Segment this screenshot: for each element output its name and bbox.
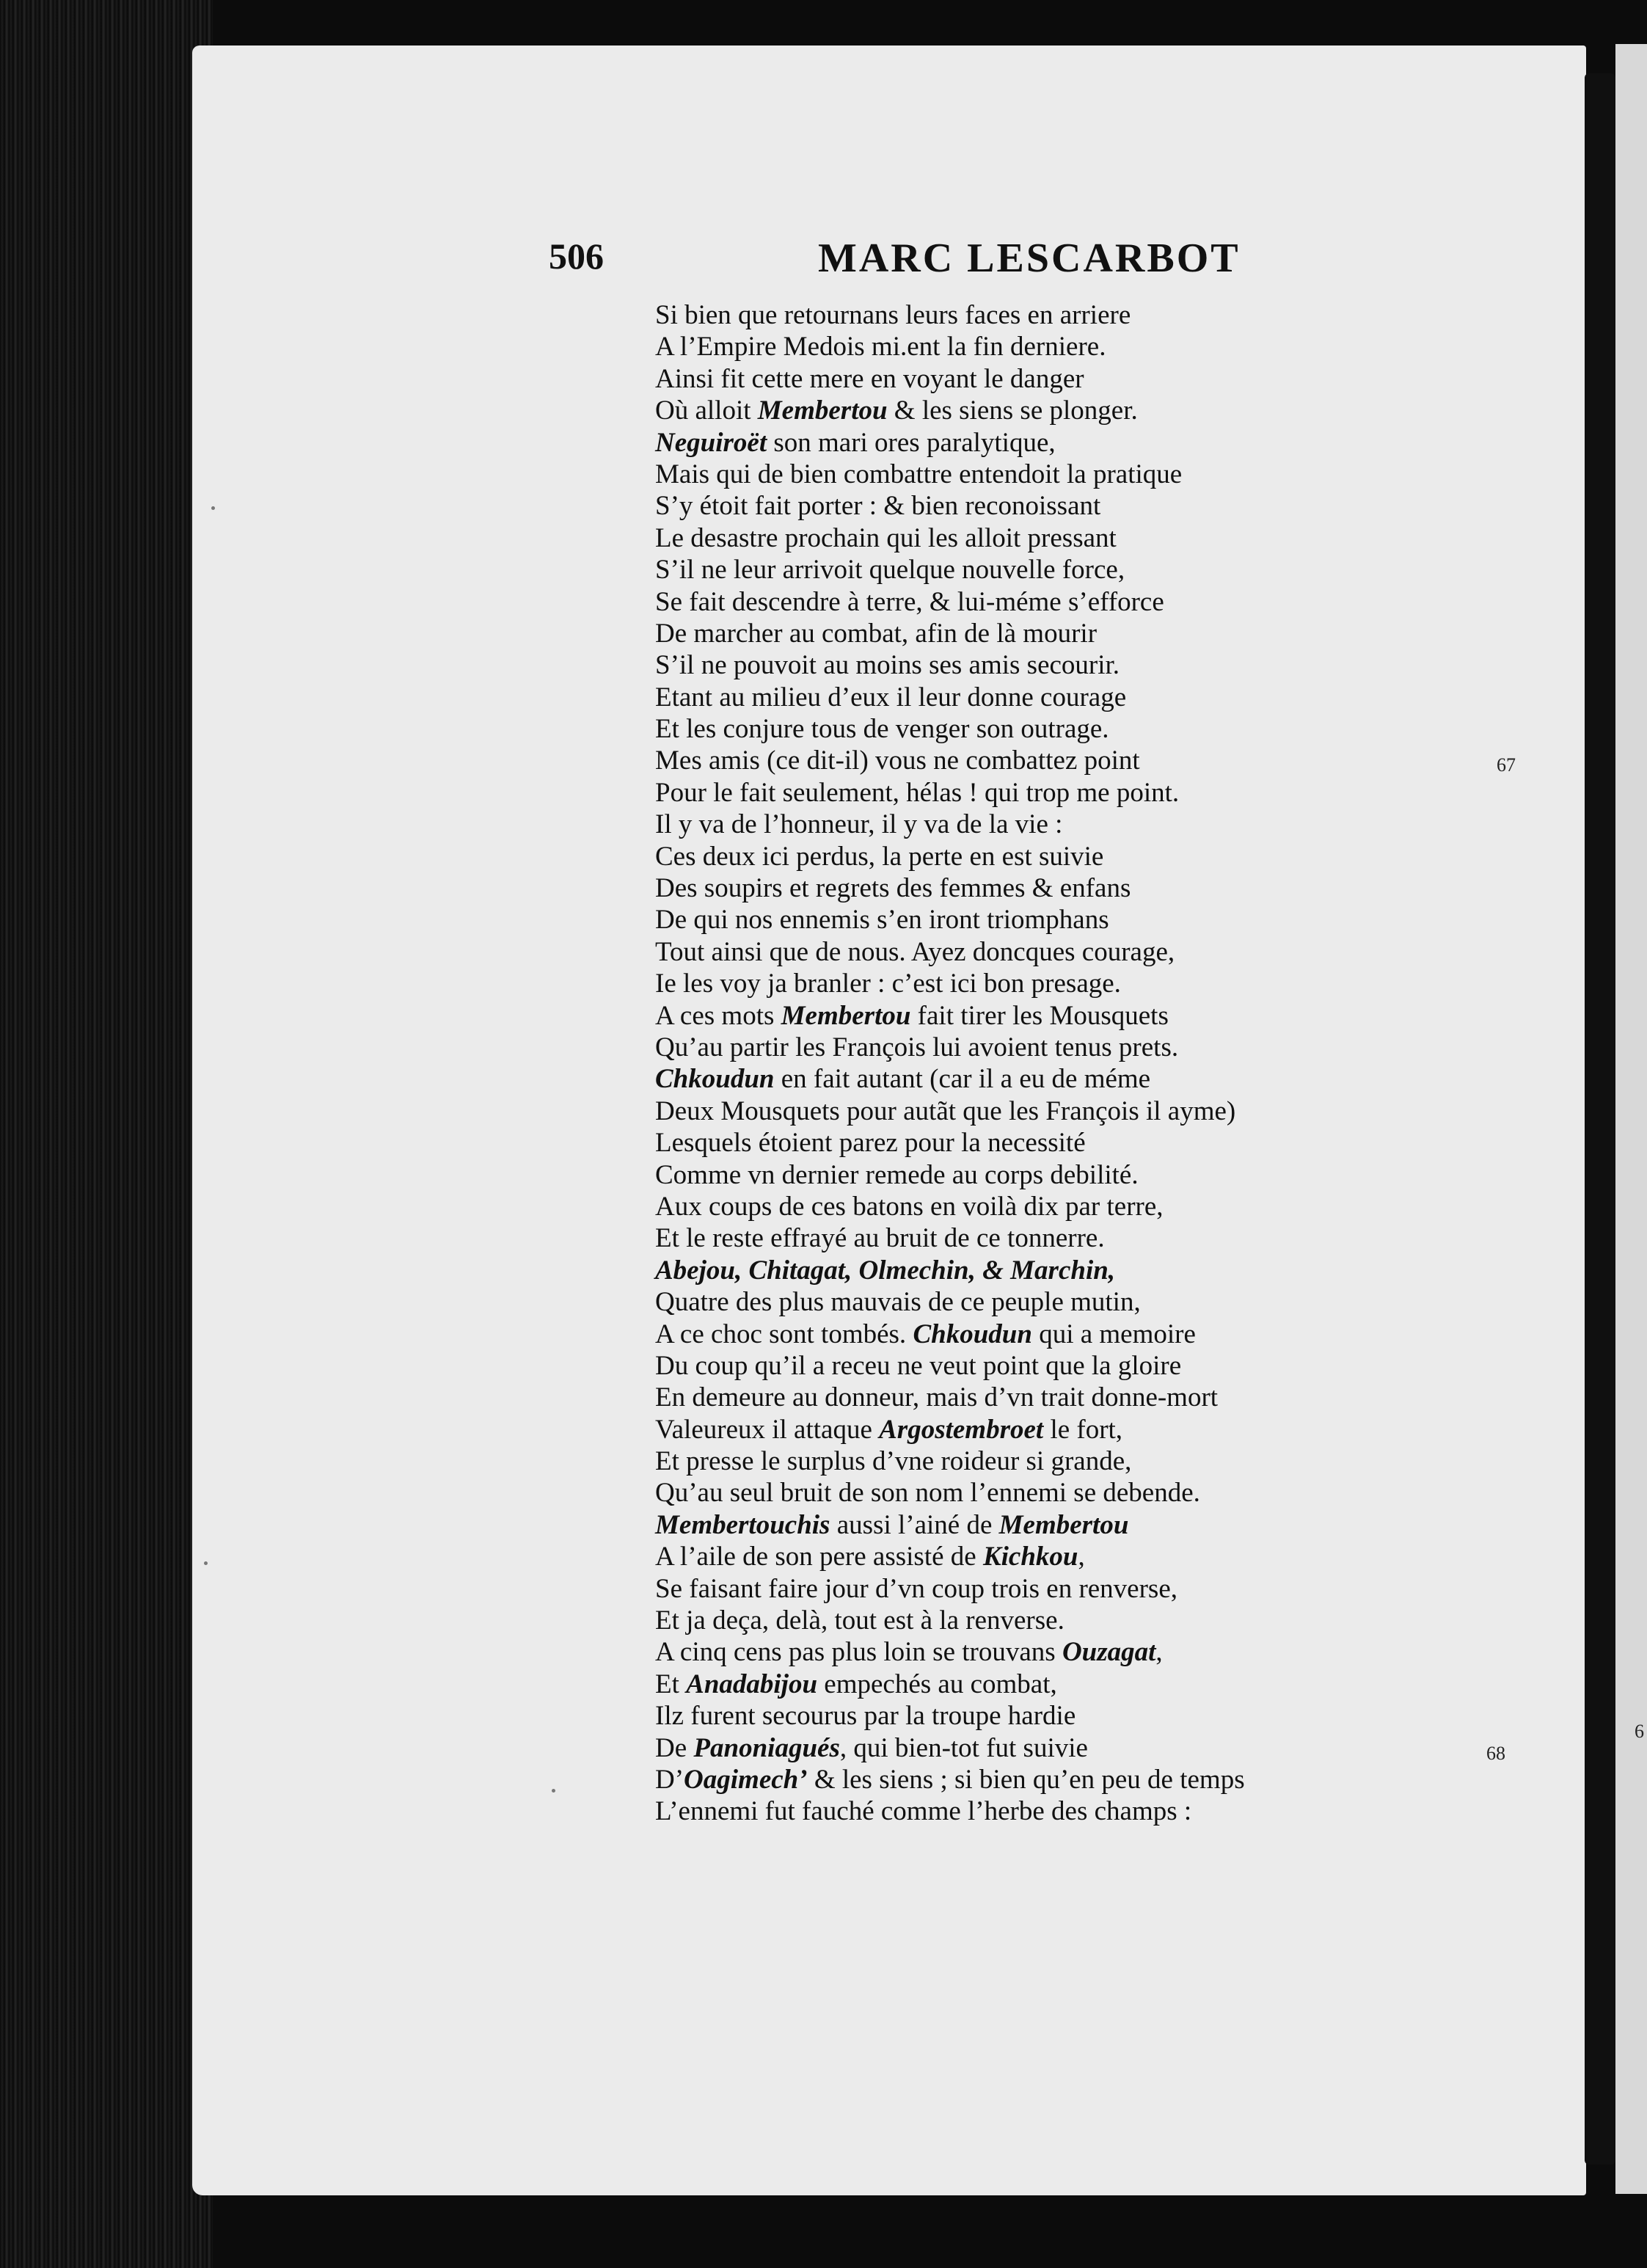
line-text: Si bien que retournans leurs faces en arriere <box>655 300 1131 330</box>
line-text: fait tirer les Mousquets <box>910 1000 1169 1031</box>
poem-line <box>655 1795 1403 1827</box>
line-text: Et les conjure tous de venger son outrage. <box>655 714 1109 745</box>
line-text: De <box>655 1732 694 1763</box>
line-text: Ie les voy ja branler : c’est ici bon presage. <box>655 969 1121 999</box>
italic-name: Neguiroët <box>655 427 767 458</box>
italic-name: Ouzagat <box>1062 1637 1156 1668</box>
line-text: en fait autant (car il a eu de méme <box>774 1064 1151 1095</box>
poem-line <box>655 490 1403 522</box>
italic-name: Chkoudun <box>655 1064 775 1095</box>
poem-line <box>655 427 1403 459</box>
italic-name: Membertou <box>998 1509 1129 1540</box>
page-speck <box>204 1561 208 1565</box>
page-speck <box>211 506 215 510</box>
poem-line <box>655 713 1403 745</box>
poem-line <box>655 554 1403 586</box>
italic-name: Chkoudun <box>913 1319 1032 1349</box>
italic-name: Argostembroet <box>879 1414 1044 1445</box>
italic-name: Panoniagués <box>693 1732 840 1763</box>
poem-line <box>655 1095 1403 1127</box>
facing-page-edge <box>1615 44 1647 2194</box>
poem-line <box>655 872 1403 904</box>
line-text: Mais qui de bien combattre entendoit la pratique <box>655 459 1183 489</box>
poem-line <box>655 1319 1403 1350</box>
line-text: , <box>1155 1637 1163 1668</box>
poem-line <box>655 649 1403 681</box>
line-text: qui a memoire <box>1031 1319 1196 1349</box>
line-text: Ilz furent secourus par la troupe hardie <box>655 1701 1076 1732</box>
line-text: Qu’au seul bruit de son nom l’ennemi se debende. <box>655 1478 1200 1509</box>
line-text: S’il ne pouvoit au moins ses amis secourir. <box>655 650 1120 681</box>
line-text: D’ <box>655 1764 684 1795</box>
line-text: , qui bien-tot fut suivie <box>839 1732 1088 1763</box>
poem-line <box>655 1286 1403 1318</box>
italic-name: Membertou <box>757 395 888 426</box>
line-text: A l’aile de son pere assisté de <box>655 1542 983 1572</box>
line-text: A ces mots <box>655 1000 781 1031</box>
italic-name: Abejou, Chitagat, Olmechin, & Marchin, <box>655 1255 1116 1286</box>
page-header <box>0 235 1647 293</box>
line-text: Ces deux ici perdus, la perte en est suivie <box>655 841 1104 872</box>
page-speck <box>552 1789 555 1793</box>
poem-line <box>655 363 1403 395</box>
poem-line <box>655 968 1403 999</box>
poem-line <box>655 1445 1403 1477</box>
poem-line <box>655 1222 1403 1254</box>
italic-name: Oagimech’ <box>684 1764 808 1795</box>
line-text: Et <box>655 1669 687 1699</box>
poem-line <box>655 618 1403 649</box>
poem-line <box>655 1732 1403 1764</box>
line-text: Des soupirs et regrets des femmes & enfans <box>655 873 1131 904</box>
line-text: L’ennemi fut fauché comme l’herbe des champs : <box>655 1796 1192 1827</box>
poem-line <box>655 1541 1403 1572</box>
margin-line-number: 67 <box>1497 754 1516 776</box>
line-text: Se fait descendre à terre, & lui-méme s’efforce <box>655 586 1164 617</box>
facing-page-margin-number: 6 <box>1635 1721 1644 1742</box>
poem-line <box>655 1127 1403 1159</box>
poem-line <box>655 1669 1403 1700</box>
line-text: & les siens se plonger. <box>887 395 1138 426</box>
poem-line <box>655 1573 1403 1605</box>
poem-line <box>655 904 1403 936</box>
line-text: Tout ainsi que de nous. Ayez doncques courage, <box>655 936 1175 967</box>
line-text: Du coup qu’il a receu ne veut point que la gloire <box>655 1350 1182 1381</box>
line-text: le fort, <box>1043 1414 1123 1445</box>
poem-line <box>655 299 1403 331</box>
running-head: MARC LESCARBOT <box>818 236 1241 281</box>
line-text: Il y va de l’honneur, il y va de la vie : <box>655 809 1063 840</box>
italic-name: Membertouchis <box>655 1509 830 1540</box>
line-text: Le desastre prochain qui les alloit pressant <box>655 522 1117 553</box>
poem-line <box>655 936 1403 968</box>
poem-line <box>655 777 1403 809</box>
line-text: Etant au milieu d’eux il leur donne courage <box>655 682 1127 712</box>
poem-line <box>655 1414 1403 1445</box>
poem-text <box>655 299 1403 1828</box>
line-text: Ainsi fit cette mere en voyant le danger <box>655 363 1084 394</box>
line-text: Et presse le surplus d’vne roideur si grande, <box>655 1446 1132 1477</box>
poem-line <box>655 1700 1403 1732</box>
poem-line <box>655 1350 1403 1382</box>
line-text: Et le reste effrayé au bruit de ce tonnerre. <box>655 1223 1105 1254</box>
line-text: Aux coups de ces batons en voilà dix par terre, <box>655 1191 1164 1222</box>
line-text: A ce choc sont tombés. <box>655 1319 913 1349</box>
line-text: De marcher au combat, afin de là mourir <box>655 618 1098 649</box>
line-text: En demeure au donneur, mais d’vn trait donne-mort <box>655 1382 1219 1413</box>
poem-line <box>655 1255 1403 1286</box>
line-text: De qui nos ennemis s’en iront triomphans <box>655 905 1109 936</box>
poem-line <box>655 459 1403 490</box>
poem-line <box>655 1032 1403 1063</box>
poem-line <box>655 1605 1403 1636</box>
line-text: & les siens ; si bien qu’en peu de temps <box>807 1764 1245 1795</box>
italic-name: Kichkou <box>982 1542 1078 1572</box>
line-text: Quatre des plus mauvais de ce peuple mutin, <box>655 1287 1141 1318</box>
line-text: S’il ne leur arrivoit quelque nouvelle force, <box>655 555 1125 586</box>
line-text: Valeureux il attaque <box>655 1414 880 1445</box>
line-text: Deux Mousquets pour autãt que les François il ayme) <box>655 1095 1236 1126</box>
line-text: Pour le fait seulement, hélas ! qui trop me point. <box>655 777 1180 808</box>
line-text: aussi l’ainé de <box>830 1509 999 1540</box>
line-text: son mari ores paralytique, <box>767 427 1056 458</box>
poem-line <box>655 1636 1403 1668</box>
poem-line <box>655 522 1403 554</box>
line-text: Où alloit <box>655 395 758 426</box>
poem-line <box>655 395 1403 426</box>
page-number: 506 <box>549 236 604 277</box>
line-text: Et ja deça, delà, tout est à la renverse. <box>655 1605 1064 1636</box>
poem-line <box>655 1382 1403 1413</box>
book-spine-edge <box>0 0 213 2268</box>
line-text: empechés au combat, <box>817 1669 1057 1699</box>
poem-line <box>655 1477 1403 1509</box>
poem-line <box>655 1000 1403 1032</box>
margin-line-number: 68 <box>1486 1743 1505 1764</box>
poem-line <box>655 1191 1403 1222</box>
poem-line <box>655 1159 1403 1191</box>
line-text: S’y étoit fait porter : & bien reconoissant <box>655 491 1101 522</box>
line-text: Mes amis (ce dit-il) vous ne combattez point <box>655 745 1140 776</box>
poem-line <box>655 841 1403 872</box>
line-text: A l’Empire Medois mi.ent la fin derniere. <box>655 332 1106 362</box>
poem-line <box>655 1509 1403 1541</box>
page-gutter-shadow <box>1585 73 1615 2165</box>
line-text: A cinq cens pas plus loin se trouvans <box>655 1637 1062 1668</box>
line-text: Lesquels étoient parez pour la necessité <box>655 1128 1086 1159</box>
poem-line <box>655 745 1403 776</box>
italic-name: Anadabijou <box>686 1669 818 1699</box>
line-text: Se faisant faire jour d’vn coup trois en renverse, <box>655 1573 1177 1604</box>
italic-name: Membertou <box>781 1000 911 1031</box>
poem-line <box>655 586 1403 618</box>
poem-line <box>655 1764 1403 1795</box>
poem-line <box>655 1063 1403 1095</box>
poem-line <box>655 331 1403 362</box>
line-text: Qu’au partir les François lui avoient tenus prets. <box>655 1032 1179 1062</box>
line-text: , <box>1078 1542 1085 1572</box>
poem-line <box>655 809 1403 840</box>
poem-line <box>655 682 1403 713</box>
line-text: Comme vn dernier remede au corps debilité. <box>655 1159 1139 1190</box>
